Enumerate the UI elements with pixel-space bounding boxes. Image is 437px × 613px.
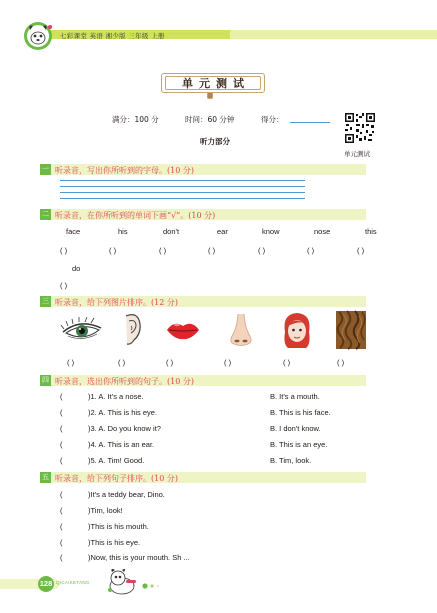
section-3-badge: 三 <box>42 297 49 305</box>
choice-bracket[interactable]: ( <box>60 456 63 465</box>
choice-bracket[interactable]: ( <box>60 424 63 433</box>
word-option: know <box>262 227 280 236</box>
choice-option-a[interactable]: )5. A. Tim! Good. <box>88 456 145 465</box>
order-sentence: )Tim, look! <box>88 506 123 515</box>
word-option: don't <box>163 227 180 236</box>
answer-bracket[interactable]: ( ) <box>60 281 68 290</box>
qr-code-label: 单元测试 <box>344 150 370 158</box>
header-title: 七彩课堂 英语 湘少版 三年级 上册 <box>60 32 165 40</box>
footer-mascot-icon <box>104 566 140 596</box>
answer-bracket[interactable]: ( ) <box>224 358 232 367</box>
mouth-icon <box>165 318 201 342</box>
choice-bracket[interactable]: ( <box>60 392 63 401</box>
eye-icon <box>60 316 104 344</box>
choice-bracket[interactable]: ( <box>60 440 63 449</box>
section-2-badge: 二 <box>42 210 49 218</box>
nose-icon <box>228 312 254 348</box>
listening-part-heading: 听力部分 <box>200 137 230 146</box>
order-bracket[interactable]: ( <box>60 490 63 499</box>
order-bracket[interactable]: ( <box>60 506 63 515</box>
answer-bracket[interactable]: ( ) <box>357 246 365 255</box>
order-bracket[interactable]: ( <box>60 538 63 547</box>
answer-bracket[interactable]: ( ) <box>208 246 216 255</box>
page-number: 128 <box>38 576 54 592</box>
title-ornament-icon <box>205 92 215 101</box>
footer-dots-icon <box>142 583 162 589</box>
score-blank-line[interactable] <box>290 122 330 123</box>
mascot-logo-icon <box>20 18 58 52</box>
word-option: this <box>365 227 377 236</box>
page-title: 单元测试 <box>165 76 261 90</box>
order-sentence: )This is his mouth. <box>88 522 149 531</box>
answer-line[interactable] <box>60 180 305 181</box>
answer-bracket[interactable]: ( ) <box>109 246 117 255</box>
order-sentence: )Now, this is your mouth. Sh ... <box>88 553 190 562</box>
qr-code-icon[interactable] <box>344 112 376 144</box>
unit-test-title-box <box>161 73 265 93</box>
choice-option-a[interactable]: )2. A. This is his eye. <box>88 408 158 417</box>
section-5-title: 听录音，给下列句子排序。(10 分) <box>55 474 178 483</box>
section-5-badge: 五 <box>42 473 49 481</box>
order-bracket[interactable]: ( <box>60 522 63 531</box>
choice-option-b[interactable]: B. Tim, look. <box>270 456 312 465</box>
answer-bracket[interactable]: ( ) <box>283 358 291 367</box>
choice-option-b[interactable]: B. It's a mouth. <box>270 392 320 401</box>
choice-option-a[interactable]: )1. A. It's a nose. <box>88 392 144 401</box>
answer-line[interactable] <box>60 186 305 187</box>
section-1-title: 听录音，写出你所听到的字母。(10 分) <box>55 166 194 175</box>
answer-bracket[interactable]: ( ) <box>258 246 266 255</box>
choice-option-b[interactable]: B. This is an eye. <box>270 440 328 449</box>
full-score-label: 满分：100 分 <box>112 115 159 124</box>
word-option: ear <box>217 227 228 236</box>
footer-brand: QICAIKETANG <box>56 580 90 585</box>
choice-option-b[interactable]: B. I don't know. <box>270 424 321 433</box>
answer-line[interactable] <box>60 192 305 193</box>
answer-bracket[interactable]: ( ) <box>67 358 75 367</box>
section-2-title: 听录音，在你所听到的单词下画“√”。(10 分) <box>55 211 216 220</box>
section-4-badge: 四 <box>42 376 49 384</box>
answer-bracket[interactable]: ( ) <box>118 358 126 367</box>
answer-bracket[interactable]: ( ) <box>166 358 174 367</box>
section-1-badge: 一 <box>42 165 49 173</box>
answer-bracket[interactable]: ( ) <box>337 358 345 367</box>
answer-bracket[interactable]: ( ) <box>159 246 167 255</box>
header-bar-fade <box>230 30 437 39</box>
girl-face-icon <box>282 310 312 350</box>
choice-option-b[interactable]: B. This is his face. <box>270 408 331 417</box>
word-option: his <box>118 227 128 236</box>
time-label: 时间：60 分钟 <box>185 115 235 124</box>
word-option: nose <box>314 227 331 236</box>
choice-option-a[interactable]: )3. A. Do you know it? <box>88 424 161 433</box>
choice-bracket[interactable]: ( <box>60 408 63 417</box>
footer-ribbon <box>0 575 64 593</box>
choice-option-a[interactable]: )4. A. This is an ear. <box>88 440 155 449</box>
ear-icon <box>120 312 144 348</box>
word-option: do <box>72 264 81 273</box>
answer-bracket[interactable]: ( ) <box>307 246 315 255</box>
section-3-title: 听录音，给下列图片排序。(12 分) <box>55 298 178 307</box>
order-sentence: )It's a teddy bear, Dino. <box>88 490 165 499</box>
order-sentence: )This is his eye. <box>88 538 141 547</box>
section-4-title: 听录音，选出你所听到的句子。(10 分) <box>55 377 194 386</box>
word-option: face <box>66 227 81 236</box>
answer-bracket[interactable]: ( ) <box>60 246 68 255</box>
answer-line[interactable] <box>60 198 305 199</box>
order-bracket[interactable]: ( <box>60 553 63 562</box>
hair-icon <box>335 310 367 350</box>
score-label: 得分： <box>261 115 284 124</box>
